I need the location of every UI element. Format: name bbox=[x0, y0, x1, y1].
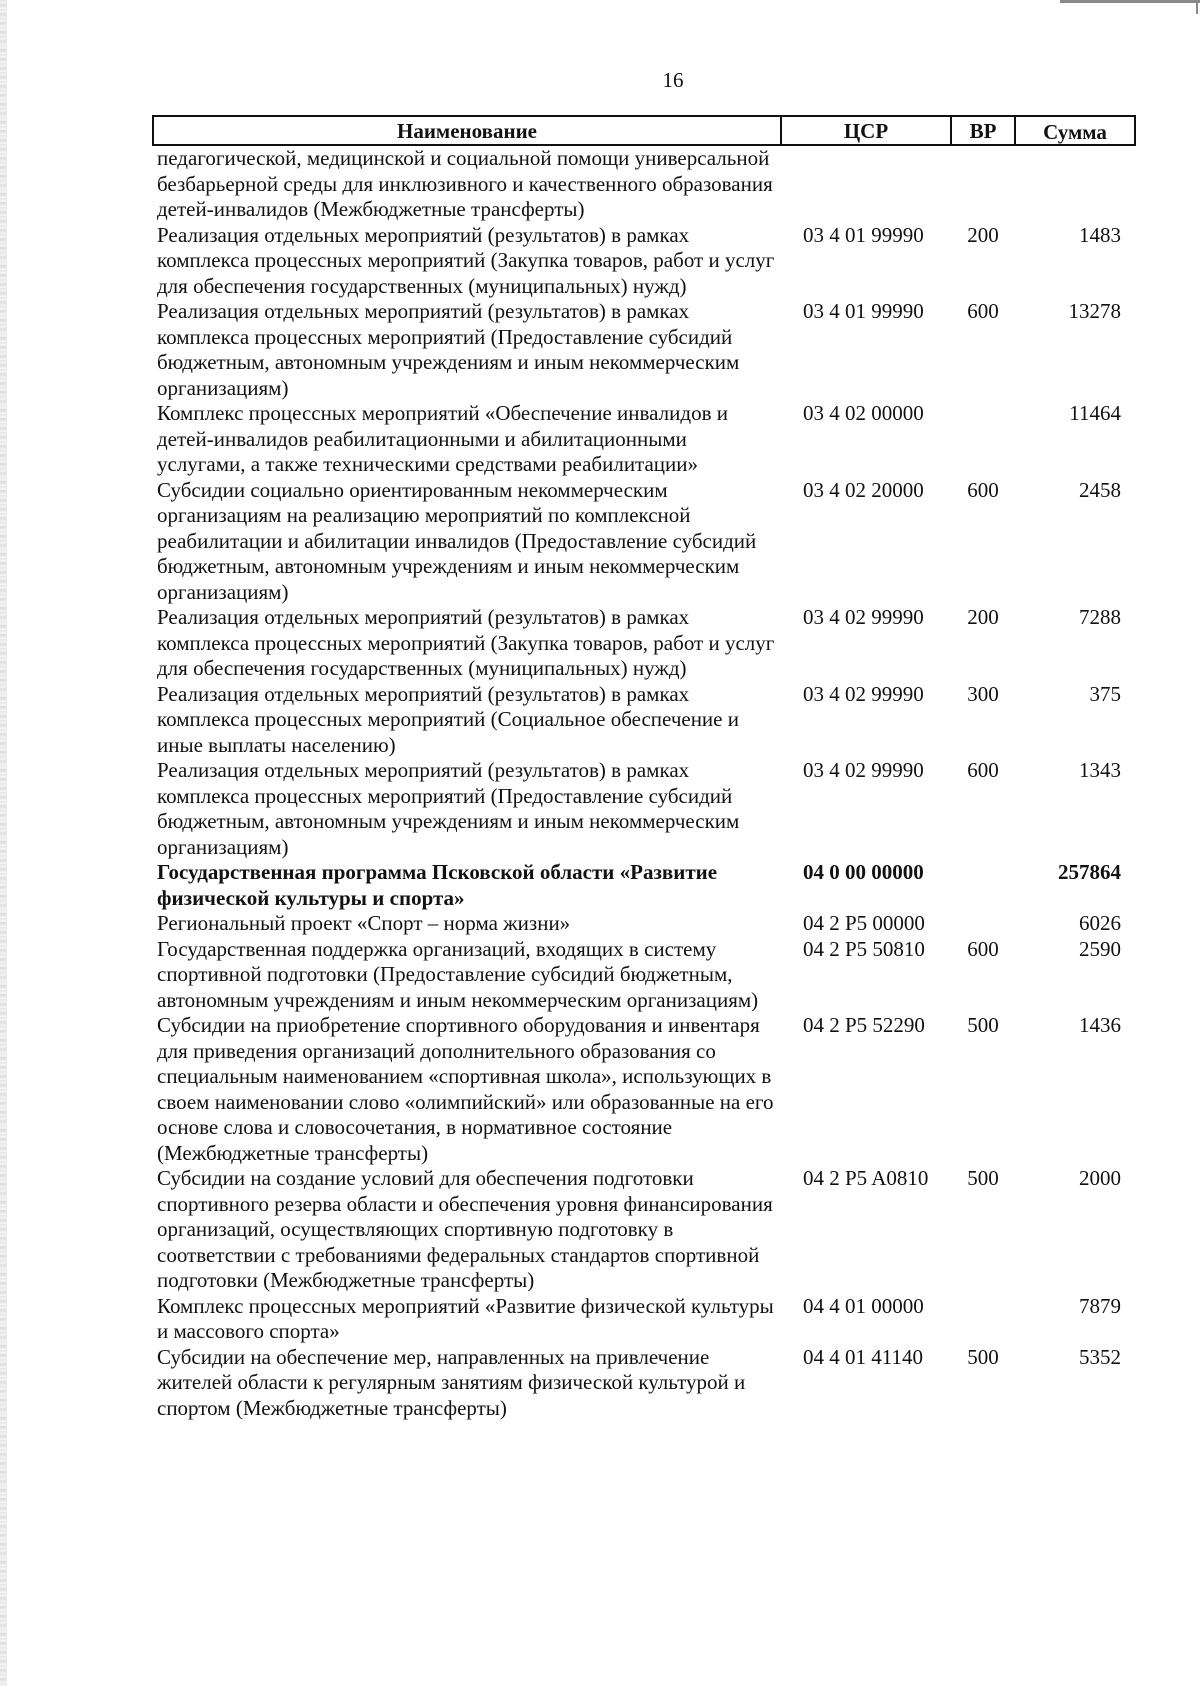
row-name: Реализация отдельных мероприятий (результатов) в рамках комплекса процессных мероприятий (Предоставление субсидий бюджетным, автономным учреждениям и иным некоммерческим организациям) bbox=[157, 758, 740, 859]
row-csr: 04 2 P5 00000 bbox=[803, 911, 925, 935]
scan-mark bbox=[1060, 0, 1200, 3]
row-sum: 2000 bbox=[1079, 1166, 1121, 1190]
row-sum: 1343 bbox=[1079, 758, 1121, 782]
row-vr bbox=[951, 911, 1015, 937]
row-csr: 04 2 P5 A0810 bbox=[803, 1166, 929, 1190]
row-sum: 5352 bbox=[1079, 1344, 1121, 1369]
row-sum: 7288 bbox=[1079, 605, 1121, 629]
row-csr: 03 4 02 99990 bbox=[803, 681, 924, 706]
row-vr: 200 bbox=[967, 605, 999, 629]
row-csr: 04 2 P5 50810 bbox=[803, 936, 925, 961]
row-vr: 500 bbox=[967, 1344, 999, 1369]
row-name: Реализация отдельных мероприятий (результатов) в рамках комплекса процессных мероприятий (Закупка товаров, работ и услуг для обеспечения государственных (муниципальных) нужд) bbox=[157, 605, 775, 680]
row-vr: 600 bbox=[967, 758, 999, 782]
row-csr: 03 4 02 00000 bbox=[803, 401, 924, 425]
table-header bbox=[153, 116, 1135, 145]
header-name: Наименование bbox=[153, 116, 781, 145]
row-name: Реализация отдельных мероприятий (результатов) в рамках комплекса процессных мероприятий (Социальное обеспечение и иные выплаты населению) bbox=[157, 681, 739, 757]
scan-edge bbox=[0, 0, 7, 1686]
row-sum: 375 bbox=[1089, 681, 1121, 706]
row-vr bbox=[951, 145, 1015, 223]
scan-mark-vertical bbox=[1196, 0, 1198, 14]
row-sum: 7879 bbox=[1079, 1293, 1121, 1318]
table-body bbox=[153, 145, 1135, 1421]
row-name: Региональный проект «Спорт – норма жизни» bbox=[157, 911, 571, 935]
table-row bbox=[153, 1345, 1135, 1422]
table-row bbox=[153, 478, 1135, 606]
row-vr bbox=[951, 1294, 1015, 1345]
row-name: Субсидии на приобретение спортивного оборудования и инвентаря для приведения организаций дополнительного образования со специальным наименованием «спортивная школа», использующих в своем наименовании слово «олимпийский» или образованные на его основе слова и словосочетания, в нормативное состояние (Межбюджетные трансферты) bbox=[157, 1013, 774, 1165]
row-csr: 03 4 02 99990 bbox=[803, 758, 924, 782]
row-csr: 03 4 02 99990 bbox=[803, 605, 924, 629]
table-row bbox=[153, 145, 1135, 223]
row-csr: 03 4 01 99990 bbox=[803, 222, 924, 247]
row-vr bbox=[951, 401, 1015, 478]
row-name: Реализация отдельных мероприятий (результатов) в рамках комплекса процессных мероприятий (Предоставление субсидий бюджетным, автономным учреждениям и иным некоммерческим организациям) bbox=[157, 299, 740, 400]
row-csr: 04 4 01 41140 bbox=[803, 1344, 923, 1369]
row-vr: 600 bbox=[967, 477, 999, 502]
row-sum: 2590 bbox=[1079, 936, 1121, 961]
table-row bbox=[153, 605, 1135, 682]
table-row bbox=[153, 860, 1135, 911]
header-row bbox=[153, 116, 1135, 145]
row-csr: 04 0 00 00000 bbox=[803, 860, 924, 884]
row-sum: 1436 bbox=[1079, 1013, 1121, 1037]
table-row bbox=[153, 1166, 1135, 1294]
row-csr: 03 4 02 20000 bbox=[803, 477, 924, 502]
row-name: Субсидии на создание условий для обеспечения подготовки спортивного резерва области и обеспечения уровня финансирования организаций, осуществляющих спортивную подготовку в соответствии с требованиями федеральных стандартов спортивной подготовки (Межбюджетные трансферты) bbox=[157, 1166, 773, 1292]
row-vr: 500 bbox=[967, 1166, 999, 1190]
row-name: Реализация отдельных мероприятий (результатов) в рамках комплекса процессных мероприятий (Закупка товаров, работ и услуг для обеспечения государственных (муниципальных) нужд) bbox=[157, 222, 775, 298]
row-sum: 2458 bbox=[1079, 477, 1121, 502]
table-row bbox=[153, 299, 1135, 401]
row-name: Комплекс процессных мероприятий «Обеспечение инвалидов и детей-инвалидов реабилитационными и абилитационными услугами, а также техническими средствами реабилитации» bbox=[157, 401, 728, 476]
row-name: Комплекс процессных мероприятий «Развитие физической культуры и массового спорта» bbox=[157, 1293, 774, 1343]
row-csr: 03 4 01 99990 bbox=[803, 299, 924, 323]
row-csr: 04 4 01 00000 bbox=[803, 1293, 924, 1318]
table-row bbox=[153, 1013, 1135, 1166]
header-sum: Сумма bbox=[1015, 116, 1135, 145]
table-row bbox=[153, 223, 1135, 300]
table-row bbox=[153, 937, 1135, 1014]
budget-table bbox=[152, 115, 1136, 1421]
page-number: 16 bbox=[662, 68, 684, 92]
row-vr: 300 bbox=[967, 681, 999, 706]
row-sum: 11464 bbox=[1069, 401, 1121, 425]
row-sum: 257864 bbox=[1058, 860, 1121, 884]
header-csr: ЦСР bbox=[781, 116, 951, 145]
row-name: Субсидии на обеспечение мер, направленных на привлечение жителей области к регулярным занятиям физической культурой и спортом (Межбюджетные трансферты) bbox=[157, 1344, 746, 1420]
row-vr: 600 bbox=[967, 936, 999, 961]
row-name: Государственная программа Псковской области «Развитие физической культуры и спорта» bbox=[157, 860, 718, 910]
table-row bbox=[153, 758, 1135, 860]
row-csr: 04 2 P5 52290 bbox=[803, 1013, 925, 1037]
row-name: педагогической, медицинской и социальной помощи универсальной безбарьерной среды для инклюзивного и качественного образования детей-инвалидов (Межбюджетные трансферты) bbox=[157, 146, 773, 221]
row-sum: 6026 bbox=[1079, 911, 1121, 935]
row-sum bbox=[1015, 145, 1135, 223]
table-row bbox=[153, 1294, 1135, 1345]
header-vr: ВР bbox=[951, 116, 1015, 145]
row-sum: 13278 bbox=[1068, 299, 1121, 323]
row-vr: 200 bbox=[967, 222, 999, 247]
row-vr: 600 bbox=[967, 299, 999, 323]
row-csr bbox=[781, 145, 951, 223]
row-name: Государственная поддержка организаций, входящих в систему спортивной подготовки (Предоставление субсидий бюджетным, автономным учреждениям и иным некоммерческим организациям) bbox=[157, 936, 759, 1012]
row-vr: 500 bbox=[967, 1013, 999, 1037]
table-row bbox=[153, 682, 1135, 759]
table-row bbox=[153, 401, 1135, 478]
row-sum: 1483 bbox=[1079, 222, 1121, 247]
table-row bbox=[153, 911, 1135, 937]
row-vr bbox=[951, 860, 1015, 911]
row-name: Субсидии социально ориентированным некоммерческим организациям на реализацию мероприятий по комплексной реабилитации и абилитации инвалидов (Предоставление субсидий бюджетным, автономным учреждениям и иным некоммерческим организациям) bbox=[157, 477, 757, 604]
